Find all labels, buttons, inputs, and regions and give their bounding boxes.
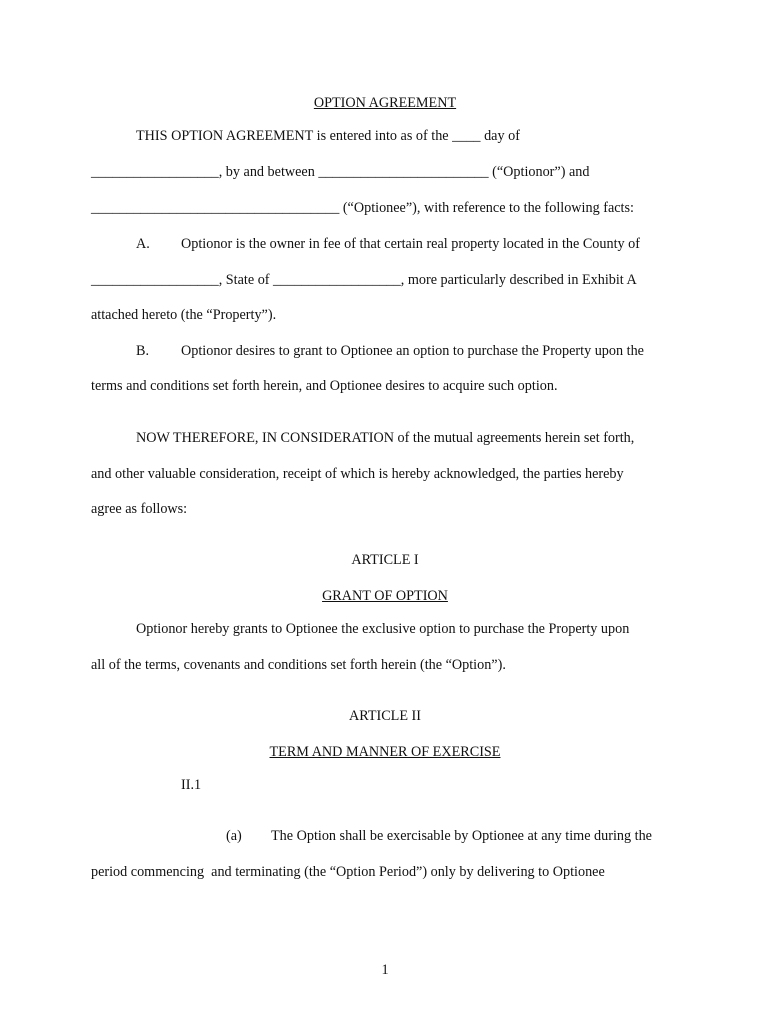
clause-a-line-2: period commencing and terminating (the “Option Period”) only by delivering to Optionee: [91, 864, 605, 880]
intro-line-3: ___________________________________ (“Optionee”), with reference to the following facts:: [91, 200, 634, 216]
therefore-line-2: and other valuable consideration, receipt of which is hereby acknowledged, the parties hereby: [91, 466, 624, 482]
recital-a-line-3: attached hereto (the “Property”).: [91, 307, 277, 323]
clause-a-line-1: The Option shall be exercisable by Optionee at any time during the: [271, 828, 652, 844]
recital-a-line-2: __________________, State of __________________, more particularly described in Exhibit A: [91, 272, 637, 288]
page-number: 1: [381, 962, 389, 978]
document-title: OPTION AGREEMENT: [313, 95, 457, 111]
recital-b-label: B.: [136, 343, 150, 359]
section-number: II.1: [181, 777, 202, 793]
therefore-line-3: agree as follows:: [91, 501, 188, 517]
intro-line-2: __________________, by and between ________________________ (“Optionor”) and: [91, 164, 590, 180]
intro-line-1: THIS OPTION AGREEMENT is entered into as of the ____ day of: [136, 128, 520, 144]
clause-a-label: (a): [226, 828, 242, 844]
article-2-heading: ARTICLE II: [348, 708, 422, 724]
recital-b-line-2: terms and conditions set forth herein, and Optionee desires to acquire such option.: [91, 378, 558, 394]
article-1-subheading: GRANT OF OPTION: [322, 588, 448, 604]
recital-a-line-1: Optionor is the owner in fee of that certain real property located in the County of: [181, 236, 640, 252]
article-2-subheading: TERM AND MANNER OF EXERCISE: [269, 744, 501, 760]
article-1-line-2: all of the terms, covenants and conditions set forth herein (the “Option”).: [91, 657, 506, 673]
article-1-line-1: Optionor hereby grants to Optionee the exclusive option to purchase the Property upon: [136, 621, 630, 637]
therefore-line-1: NOW THEREFORE, IN CONSIDERATION of the mutual agreements herein set forth,: [136, 430, 635, 446]
article-1-heading: ARTICLE I: [351, 552, 419, 568]
recital-a-label: A.: [136, 236, 150, 252]
recital-b-line-1: Optionor desires to grant to Optionee an option to purchase the Property upon the: [181, 343, 644, 359]
